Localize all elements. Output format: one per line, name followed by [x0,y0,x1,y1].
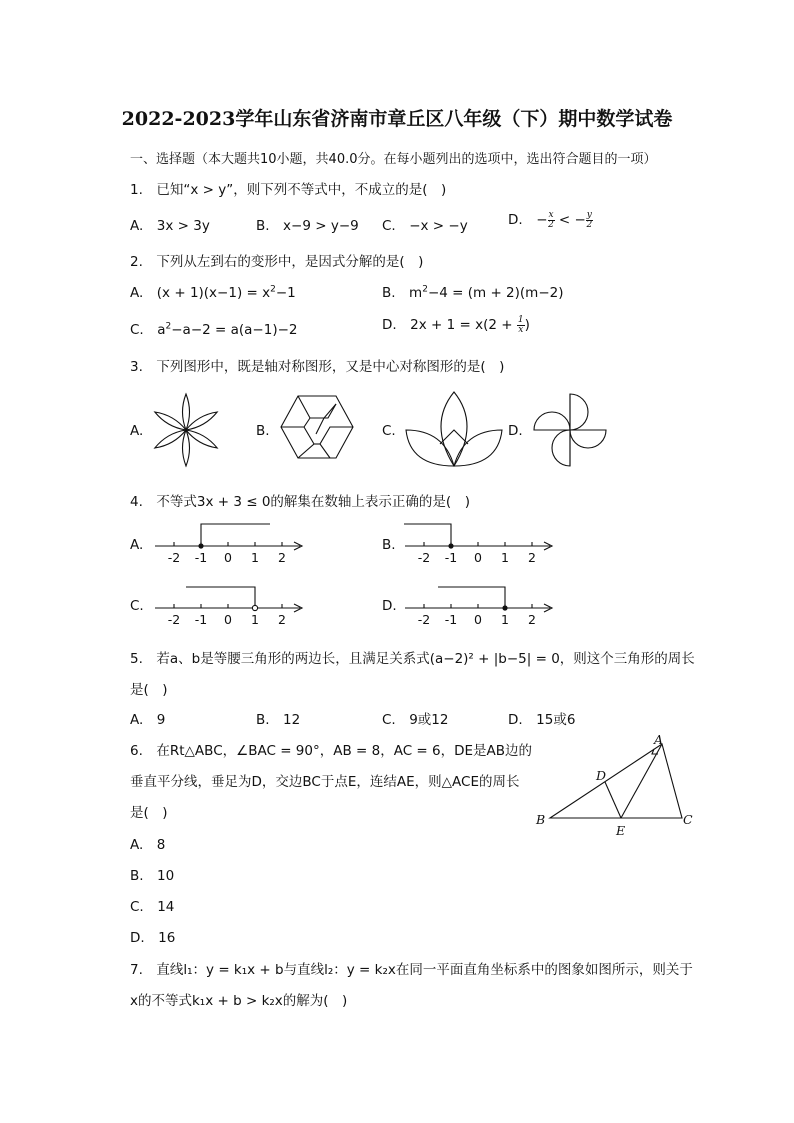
question-5-option-b: B. 12 [256,712,301,728]
triangle-figure [530,732,700,842]
question-3-stem: 3. 下列图形中，既是轴对称图形，又是中心对称图形的是( ) [130,359,505,375]
point-b-label: B [536,812,546,827]
lotus-figure [404,390,504,468]
question-3-label-c: C. [382,423,396,439]
question-2-stem: 2. 下列从左到右的变形中，是因式分解的是( ) [130,254,424,270]
question-1-option-a: A. 3x > 3y [130,218,210,234]
question-5-option-d: D. 15或6 [508,712,576,728]
question-3-label-a: A. [130,423,144,439]
question-5-option-a: A. 9 [130,712,166,728]
question-5-stem-cont: 是( ) [130,682,168,698]
question-3-label-d: D. [508,423,523,439]
question-6-stem: 6. 在Rt△ABC，∠BAC = 90°，AB = 8，AC = 6，DE是AB边的 [130,743,533,759]
six-petal-flower-figure [148,392,224,468]
tick-label: 2 [278,612,286,627]
question-4-stem: 4. 不等式3x + 3 ≤ 0的解集在数轴上表示正确的是( ) [130,494,470,510]
question-6-stem-end: 是( ) [130,805,168,821]
question-6-stem-cont: 垂直平分线，垂足为D，交边BC于点E，连结AE，则△ACE的周长 [130,774,520,790]
question-2-option-c: C. $a^2-a-2 = a(a-1)-2$ [130,321,298,338]
tick-label: 2 [278,550,286,565]
tick-label: 0 [224,612,232,627]
question-2-option-a: A. $(x + 1)(x-1) = x^2-1$ [130,284,296,301]
point-a-label: A [654,732,664,747]
question-5-option-c: C. 9或12 [382,712,449,728]
question-3-label-b: B. [256,423,270,439]
tick-label: 1 [251,550,259,565]
question-6-option-d: D. 16 [130,930,176,946]
question-4-label-d: D. [382,598,397,614]
pinwheel-figure [532,392,608,468]
question-6-option-a: A. 8 [130,837,166,853]
question-6-option-c: C. 14 [130,899,175,915]
number-line-a [150,520,310,570]
question-6-option-b: B. 10 [130,868,175,884]
tick-label: -1 [444,550,458,565]
point-d-label: D [596,768,607,783]
question-7-stem-cont: x的不等式k₁x + b > k₂x的解为( ) [130,993,348,1009]
page-title: 2022-2023学年山东省济南市章丘区八年级（下）期中数学试卷 [121,108,673,130]
tick-label: 1 [501,550,509,565]
number-line-c [150,582,310,632]
recycle-hexagon-figure [280,394,354,460]
point-c-label: C [683,812,693,827]
tick-label: -1 [194,612,208,627]
tick-label: -1 [194,550,208,565]
question-4-label-b: B. [382,537,396,553]
tick-label: -2 [417,550,431,565]
question-2-option-b: B. $m^2-4 = (m + 2)(m-2)$ [382,284,564,301]
tick-label: -2 [167,612,181,627]
point-e-label: E [616,823,626,838]
tick-label: 2 [528,612,536,627]
tick-label: -2 [417,612,431,627]
tick-label: 0 [474,612,482,627]
question-5-stem: 5. 若a、b是等腰三角形的两边长，且满足关系式(a−2)² + |b−5| = 0，则这个三角形的周长 [130,651,695,667]
tick-label: -2 [167,550,181,565]
question-4-label-a: A. [130,537,144,553]
tick-label: 0 [474,550,482,565]
question-1-stem: 1. 已知“x > y”，则下列不等式中，不成立的是( ) [130,182,447,198]
question-1-option-d: D. − $\frac{x}{2}$ < − $\frac{y}{2}$ [508,209,593,230]
section-heading: 一、选择题（本大题共10小题，共40.0分。在每小题列出的选项中，选出符合题目的一项） [130,152,657,167]
number-line-b [400,520,560,570]
question-4-label-c: C. [130,598,144,614]
tick-label: 1 [501,612,509,627]
tick-label: 2 [528,550,536,565]
question-1-option-b: B. x−9 > y−9 [256,218,359,234]
tick-label: 0 [224,550,232,565]
tick-label: -1 [444,612,458,627]
number-line-d [400,582,560,632]
question-1-option-c: C. −x > −y [382,218,468,234]
tick-label: 1 [251,612,259,627]
question-2-option-d: D. 2x + 1 = x(2 + $\frac{1}{x}$ ) [382,314,530,335]
question-7-stem: 7. 直线l₁：y = k₁x + b与直线l₂：y = k₂x在同一平面直角坐标系中的图象如图所示，则关于 [130,962,693,978]
